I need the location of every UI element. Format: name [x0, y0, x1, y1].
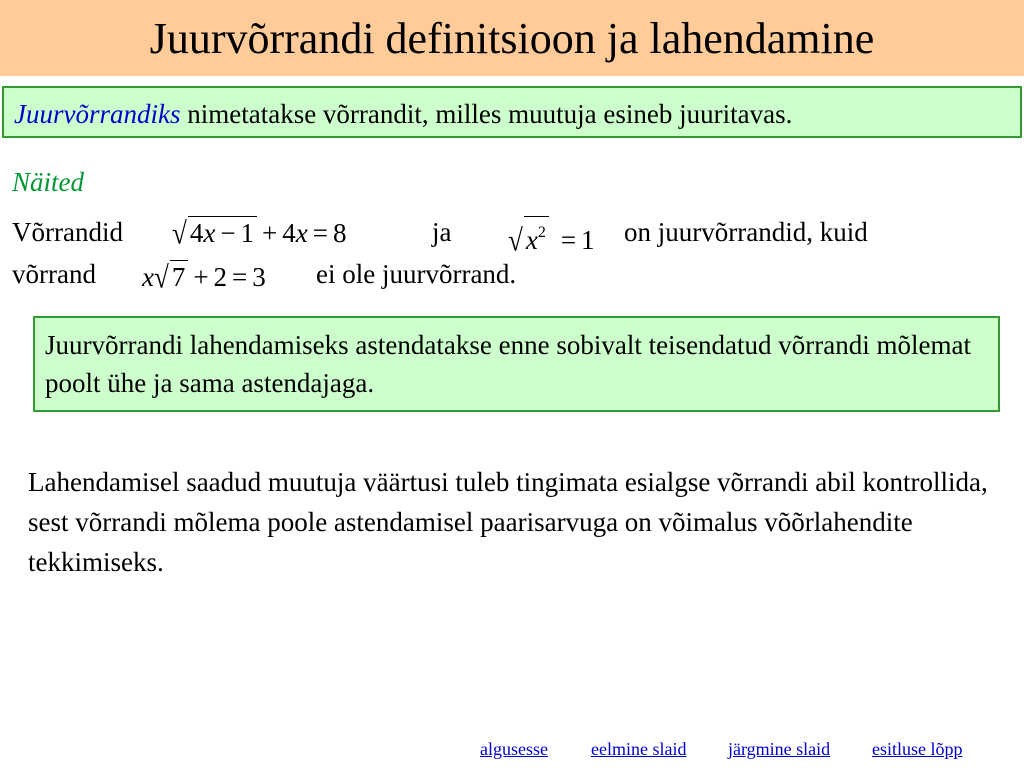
- sqrt-symbol: √ 7: [154, 260, 188, 293]
- solving-rule-box: [33, 316, 1000, 412]
- equation-2: √ $x^2 = 1$: [508, 216, 595, 256]
- page-title: Juurvõrrandi definitsioon ja lahendamine: [149, 14, 875, 63]
- nav-link-next[interactable]: järgmine slaid: [728, 739, 831, 759]
- equation-1: √ 4x − 1 + 4x = 8: [172, 215, 347, 251]
- examples-line1-end: on juurvõrrandid, kuid: [624, 217, 868, 247]
- sqrt-symbol: √ $x^2$: [508, 216, 549, 256]
- examples-heading: Näited: [12, 167, 84, 197]
- definition-text: [14, 98, 792, 130]
- definition-box: [2, 86, 1022, 138]
- solving-rule-text: Juurvõrrandi lahendamiseks astendatakse enne sobivalt teisendatud võrrandi mõlemat poolt ühe ja sama astendajaga.: [45, 330, 971, 398]
- sqrt-symbol: √ 4x − 1: [172, 216, 257, 249]
- equation-3: x√ 7 + 2 = 3: [142, 259, 266, 295]
- examples-line1-mid: ja: [432, 217, 452, 247]
- definition-term: Juurvõrrandiks: [14, 99, 181, 129]
- nav-link-start[interactable]: algusesse: [480, 739, 548, 759]
- examples-line2-start: võrrand: [12, 259, 96, 289]
- examples-line2-end: ei ole juurvõrrand.: [316, 259, 517, 289]
- note-text: Lahendamisel saadud muutuja väärtusi tuleb tingimata esialgse võrrandi abil kontrollida, sest võrrandi mõlema poole astendamisel paarisarvuga on võimalus võõrlahendite tekkimiseks.: [28, 467, 988, 577]
- definition-rest: nimetatakse võrrandit, milles muutuja esineb juuritavas.: [180, 99, 793, 129]
- nav-link-end[interactable]: esitluse lõpp: [872, 739, 963, 759]
- examples-line1-start: Võrrandid: [12, 217, 123, 247]
- title-bar: [0, 0, 1024, 76]
- nav-link-prev[interactable]: eelmine slaid: [591, 739, 687, 759]
